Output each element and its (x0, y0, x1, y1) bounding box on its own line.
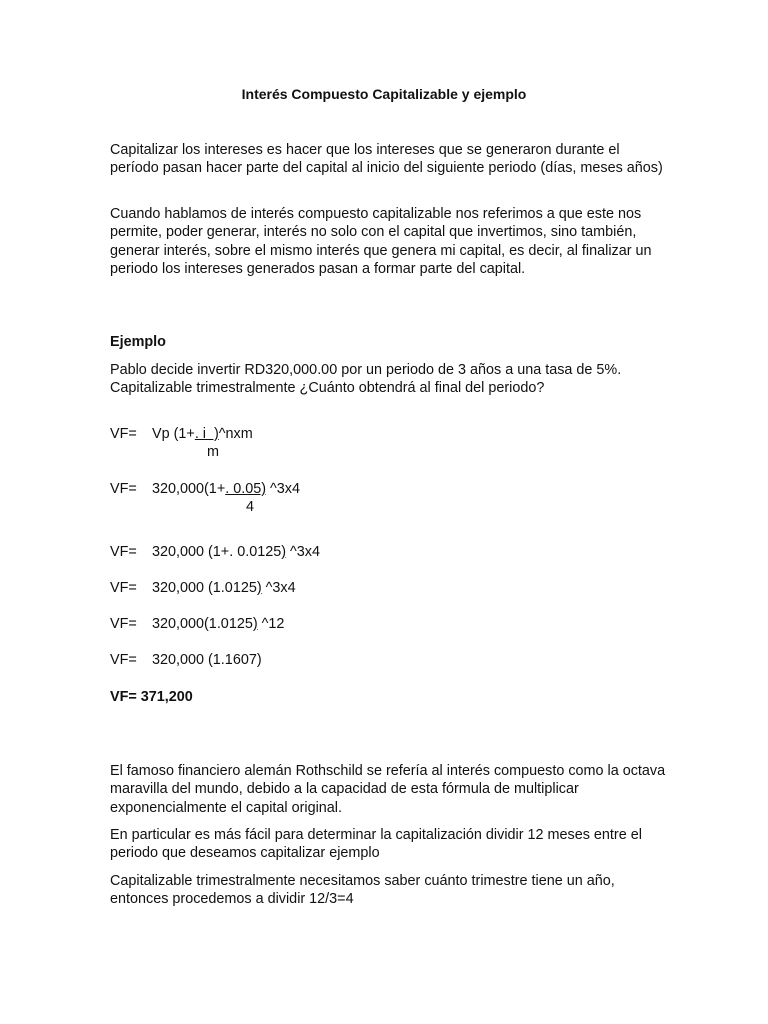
equation-3 (152, 544, 320, 560)
equation-2-exponent: ^3x4 (266, 481, 300, 497)
equation-6: 320,000 (1.1607) (152, 652, 262, 668)
example-statement: Pablo decide invertir RD320,000.00 por un periodo de 3 años a una tasa de 5%. Capitalizable trimestralmente ¿Cuánto obtendrá al final del periodo? (110, 362, 622, 397)
equation-4-paren: ) (256, 580, 262, 596)
intro-paragraph-1: Capitalizar los intereses es hacer que los intereses que se generaron durante el período pasan hacer parte del capital al inicio del siguiente periodo (días, meses años) (110, 142, 663, 177)
equation-2-fraction-numerator: . 0.05) (225, 481, 267, 497)
equation-6-label: VF= (110, 652, 137, 668)
equation-5-paren: ) (252, 616, 258, 632)
equation-2-prefix: 320,000(1+ (152, 481, 226, 497)
intro-paragraph-2: Cuando hablamos de interés compuesto capitalizable nos referimos a que este nos permite, poder generar, interés no solo con el capital que invertimos, sino también, generar interés, sobre el mismo interés que genera mi capital, es decir, al finalizar un periodo los intereses generados pasan a formar parte del capital. (110, 206, 652, 278)
equation-1-prefix: Vp (1+ (152, 426, 195, 442)
equation-4-label: VF= (110, 580, 137, 596)
equation-3-exponent: ^3x4 (286, 544, 320, 560)
equation-4 (152, 580, 296, 596)
example-heading: Ejemplo (110, 334, 166, 350)
closing-paragraph-2: En particular es más fácil para determinar la capitalización dividir 12 meses entre el periodo que deseamos capitalizar ejemplo (110, 827, 642, 862)
closing-paragraph-1: El famoso financiero alemán Rothschild se refería al interés compuesto como la octava maravilla del mundo, debido a la capacidad de esta fórmula de multiplicar exponencialmente el capital original. (110, 763, 666, 816)
equation-3-prefix: 320,000 (1+. 0.0125 (152, 544, 282, 560)
equation-4-prefix: 320,000 (1.0125 (152, 580, 257, 596)
equation-2 (152, 481, 300, 497)
equation-1-fraction-numerator: . i ) (194, 426, 219, 442)
result-value: VF= 371,200 (110, 689, 193, 705)
equation-4-exponent: ^3x4 (261, 580, 296, 596)
equation-2-label: VF= (110, 481, 137, 497)
equation-1-denominator: m (207, 444, 219, 460)
closing-paragraph-3: Capitalizable trimestralmente necesitamos saber cuánto trimestre tiene un año, entonces procedemos a dividir 12/3=4 (110, 873, 615, 908)
equation-1-exponent: ^nxm (218, 426, 253, 442)
equation-5-label: VF= (110, 616, 137, 632)
page-title: Interés Compuesto Capitalizable y ejemplo (241, 86, 527, 102)
equation-1-label: VF= (110, 426, 137, 442)
equation-5-exponent: ^12 (257, 616, 285, 632)
equation-3-label: VF= (110, 544, 137, 560)
equation-1 (152, 426, 253, 442)
equation-5-prefix: 320,000(1.0125 (152, 616, 253, 632)
equation-5 (152, 616, 284, 632)
equation-3-paren: ) (281, 544, 287, 560)
equation-2-denominator: 4 (246, 499, 255, 515)
